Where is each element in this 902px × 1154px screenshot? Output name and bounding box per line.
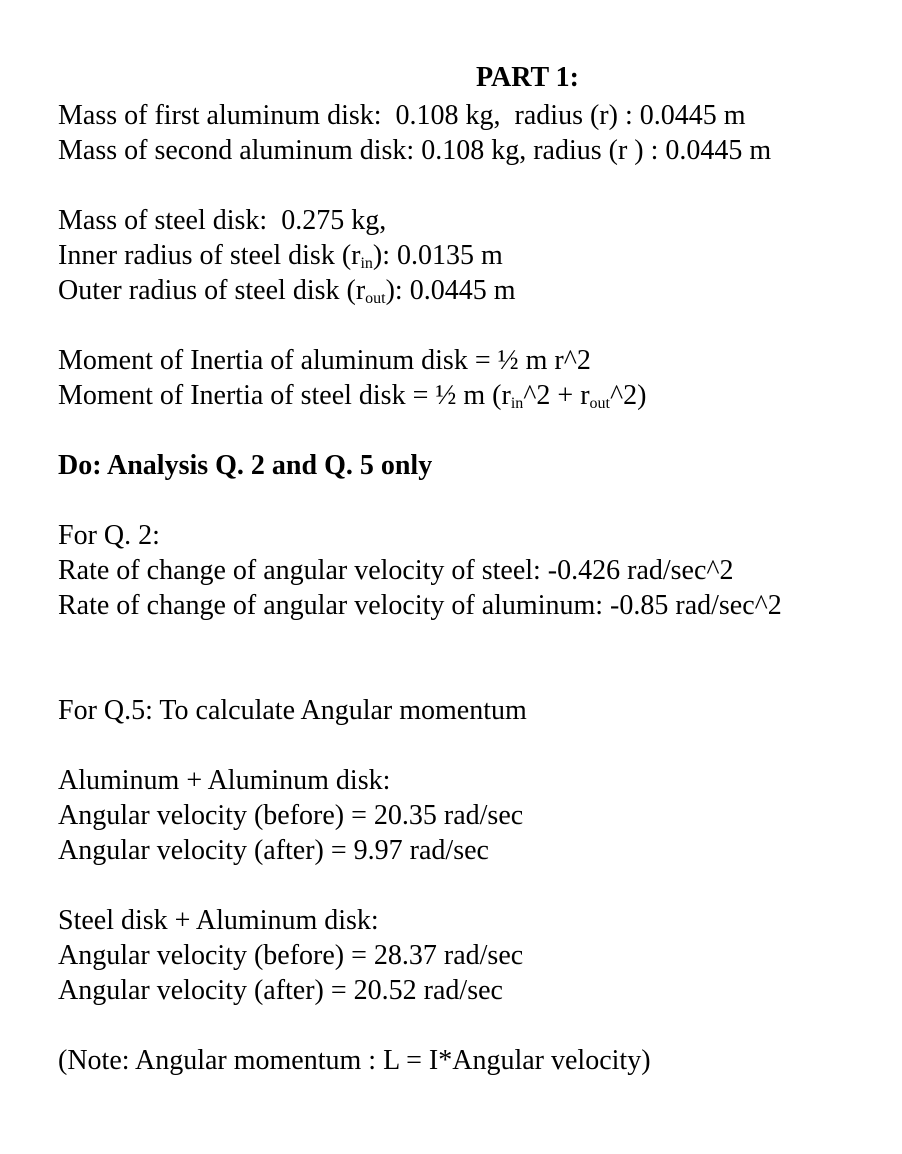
case-steel-aluminum-before: Angular velocity (before) = 28.37 rad/sec [58,940,524,971]
aluminum-disk-2-mass: 0.108 kg, [421,135,527,166]
steel-outer-radius-label: Outer radius of steel disk (r [58,275,366,306]
steel-inner-radius-label: Inner radius of steel disk (r [58,240,361,271]
q5-heading: For Q.5: To calculate Angular momentum [58,695,527,726]
q2-heading: For Q. 2: [58,520,160,551]
steel-mass-label: Mass of steel disk: [58,205,268,236]
aluminum-disk-2-radius: 0.0445 m [665,135,772,166]
steel-inertia-formula [58,378,888,413]
part-title: PART 1: [476,62,579,93]
steel-mass-line [58,203,888,238]
case-steel-aluminum-title: Steel disk + Aluminum disk: [58,905,379,936]
aluminum-disk-1-radius: 0.0445 m [639,100,746,131]
aluminum-inertia-formula: Moment of Inertia of aluminum disk = ½ m r^2 [58,345,591,376]
case-steel-aluminum-after: Angular velocity (after) = 20.52 rad/sec [58,975,503,1006]
document-page [58,60,888,1078]
q2-aluminum-rate: Rate of change of angular velocity of aluminum: -0.85 rad/sec^2 [58,590,782,621]
steel-formula-suffix: ^2) [609,380,647,411]
steel-inner-radius-value: ): 0.0135 m [372,240,503,271]
steel-outer-radius-line [58,273,888,308]
steel-formula-mid: ^2 + r [523,380,590,411]
steel-outer-radius-sub: out [365,290,386,307]
aluminum-disk-1-radius-label: radius (r) : [514,100,633,131]
aluminum-disk-1-mass: 0.108 kg, [395,100,501,131]
steel-formula-sub-in: in [510,395,524,412]
case-aluminum-aluminum-after: Angular velocity (after) = 9.97 rad/sec [58,835,489,866]
case-aluminum-aluminum-before: Angular velocity (before) = 20.35 rad/sec [58,800,524,831]
q2-steel-rate: Rate of change of angular velocity of steel: -0.426 rad/sec^2 [58,555,734,586]
angular-momentum-note: (Note: Angular momentum : L = I*Angular velocity) [58,1045,651,1076]
aluminum-disk-1-line [58,98,888,133]
steel-formula-prefix: Moment of Inertia of steel disk = ½ m (r [58,380,511,411]
instruction-heading: Do: Analysis Q. 2 and Q. 5 only [58,450,433,481]
aluminum-disk-2-radius-label: radius (r ) : [533,135,659,166]
aluminum-disk-2-line [58,133,888,168]
aluminum-disk-1-prefix: Mass of first aluminum disk: [58,100,382,131]
steel-mass-value: 0.275 kg, [281,205,387,236]
steel-inner-radius-sub: in [360,255,373,272]
steel-inner-radius-line [58,238,888,273]
steel-formula-sub-out: out [589,395,610,412]
steel-outer-radius-value: ): 0.0445 m [385,275,516,306]
case-aluminum-aluminum-title: Aluminum + Aluminum disk: [58,765,391,796]
aluminum-disk-2-prefix: Mass of second aluminum disk: [58,135,415,166]
